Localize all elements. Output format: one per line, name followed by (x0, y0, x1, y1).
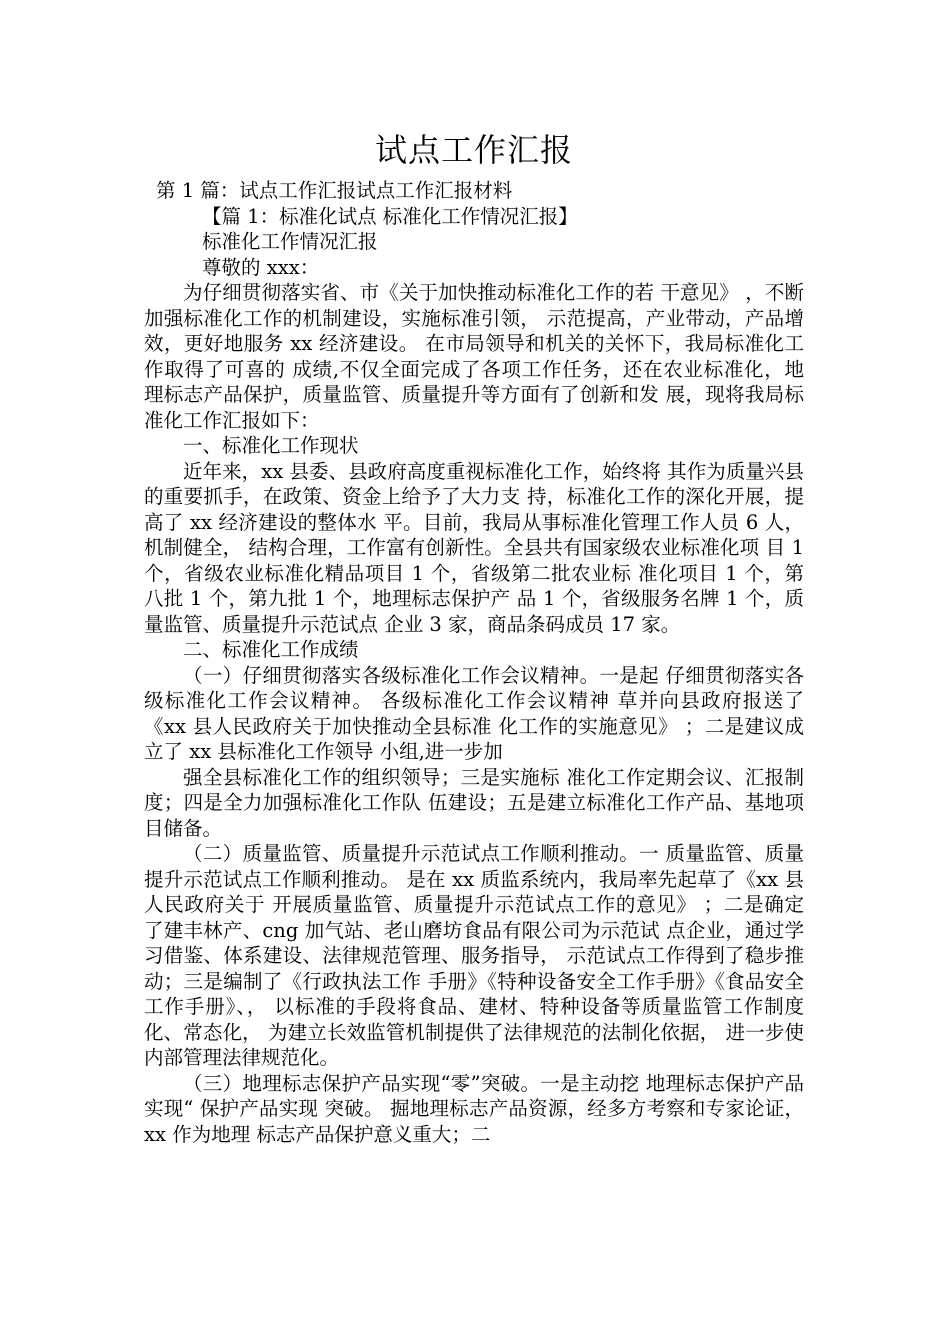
section-heading: 【篇 1：标准化试点 标准化工作情况汇报】 (202, 204, 578, 228)
paragraph-intro: 为仔细贯彻落实省、市《关于加快推动标准化工作的若 干意见》 ，不断加强标准化工作的机制建设，实施标准引领， 示范提高，产业带动，产品增效，更好地服务 xx 经济建设。 在市局领导和机关的关怀下，我局标准化工作取得了可喜的 成绩,不仅全面完成了各项工作任务，还在农业标准化，地 理标志产品保护，质量监管、质量提升等方面有了创新和发 展，现将我局标准化工作汇报如下： (144, 281, 804, 432)
paragraph-status: 近年来，xx 县委、县政府高度重视标准化工作，始终将 其作为质量兴县的重要抓手，在政策、资金上给予了大力支 持，标准化工作的深化开展，提高了 xx 经济建设的整体水 平。目前，我局从事标准化管理工作人员 6 人，机制健全， 结构合理，工作富有创新性。全县共有国家级农业标准化项 目 1 个，省级农业标准化精品项目 1 个，省级第二批农业标 准化项目 1 个，第八批 1 个，第九批 1 个，地理标志保护产 品 1 个，省级服务名牌 1 个，质量监管、质量提升示范试点 企业 3 家，商品条码成员 17 家。 (144, 459, 804, 636)
paragraph-achievement-1: （一）仔细贯彻落实各级标准化工作会议精神。一是起 仔细贯彻落实各级标准化工作会议精神。 各级标准化工作会议精神 草并向县政府报送了 《xx 县人民政府关于加快推动全县标准 化工作的实施意见》 ；二是建议成立了 xx 县标准化工作领导 小组,进一步加 (144, 663, 804, 763)
section-heading-achievements: 二、标准化工作成绩 (183, 638, 359, 661)
salutation: 尊敬的 xxx： (202, 255, 320, 279)
paragraph-achievement-1-cont: 强全县标准化工作的组织领导；三是实施标 准化工作定期会议、汇报制度；四是全力加强标准化工作队 伍建设；五是建立标准化工作产品、基地项目储备。 (144, 765, 804, 840)
chapter-heading: 第 1 篇：试点工作汇报试点工作汇报材料 (156, 179, 513, 202)
document-title: 试点工作汇报 (374, 131, 573, 169)
section-heading-status: 一、标准化工作现状 (183, 434, 359, 457)
paragraph-achievement-3: （三）地理标志保护产品实现“零”突破。一是主动挖 地理标志保护产品实现“ 保护产品实现 突破。 掘地理标志产品资源，经多方考察和专家论证，xx 作为地理 标志产品保护意义重大；二 (144, 1071, 804, 1146)
subheading: 标准化工作情况汇报 (202, 230, 378, 253)
document-page (144, 124, 804, 1147)
paragraph-achievement-2: （二）质量监管、质量提升示范试点工作顺利推动。一 质量监管、质量提升示范试点工作顺利推动。 是在 xx 质监系统内，我局率先起草了《xx 县人民政府关于 开展质量监管、质量提升示范试点工作的意见》 ；二是确定 了建丰林产、cng 加气站、老山磨坊食品有限公司为示范试 点企业，通过学习借鉴、体系建设、法律规范管理、服务指导， 示范试点工作得到了稳步推动；三是编制了《行政执法工作 手册》《特种设备安全工作手册》《食品安全工作手册》、， 以标准的手段将食品、建材、特种设备等质量监管工作制度 化、常态化， 为建立长效监管机制提供了法律规范的法制化依据， 进一步使内部管理法律规范化。 (144, 842, 804, 1069)
